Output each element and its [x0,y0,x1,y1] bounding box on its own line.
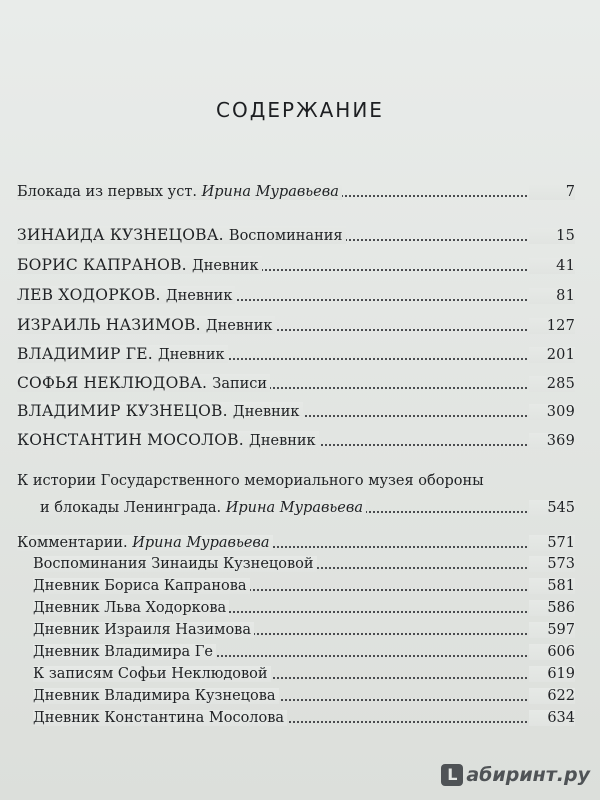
page-number: 369 [529,433,575,449]
entry-type: Дневник [191,258,259,274]
page-number: 127 [529,318,575,334]
page-number: 622 [529,688,575,704]
entry-type: Дневник [232,404,300,420]
entry-name: ЗИНАИДА КУЗНЕЦОВА. [17,226,224,244]
entry-type: Дневник [165,288,233,304]
page-number: 201 [529,347,575,363]
entry-author: Ирина Муравьева [132,535,270,551]
page-number: 573 [529,556,575,572]
entry-name: СОФЬЯ НЕКЛЮДОВА. [17,374,208,392]
page-number: 597 [529,622,575,638]
toc-entry-main [17,254,575,276]
page-number: 634 [529,710,575,726]
entry-author: Ирина Муравьева [201,184,339,200]
toc-subentry [33,640,575,662]
page-number: 81 [529,288,575,304]
page-number: 606 [529,644,575,660]
museum-entry-line1: К истории Государственного мемориального музея обороны [17,473,484,489]
entry-name: ВЛАДИМИР ГЕ. [17,345,153,363]
entry-label: Блокада из первых уст. [17,184,197,200]
toc-entry-main [17,314,575,336]
toc-entry-intro [17,180,575,202]
toc-subentry [33,596,575,618]
page-number: 41 [529,258,575,274]
toc-entry-main [17,343,575,365]
toc-entry-main [17,429,575,451]
entry-label: К записям Софьи Неклюдовой [33,666,271,682]
entry-label: Дневник Израиля Назимова [33,622,254,638]
page-number: 15 [529,228,575,244]
entry-label: Дневник Константина Мосолова [33,710,287,726]
toc-entry-main [17,400,575,422]
entry-label: Воспоминания Зинаиды Кузнецовой [33,556,317,572]
entry-name: ЛЕВ ХОДОРКОВ. [17,286,161,304]
entry-author: Ирина Муравьева [225,500,363,516]
entry-label: Дневник Владимира Кузнецова [33,688,279,704]
entry-type: Дневник [157,347,225,363]
page-number: 545 [529,500,575,516]
page-number: 571 [529,535,575,551]
watermark-text: абиринт.ру [466,764,590,786]
toc-subentry [33,706,575,728]
page-number: 309 [529,404,575,420]
toc-subentry [33,618,575,640]
labirint-logo-icon: L [441,764,463,786]
entry-type: Записи [212,376,268,392]
page-number: 285 [529,376,575,392]
toc-subentry [33,662,575,684]
toc-entry-museum [40,496,575,518]
page-number: 581 [529,578,575,594]
toc-entry-main [17,372,575,394]
toc-subentry [33,574,575,596]
entry-label: Дневник Льва Ходоркова [33,600,229,616]
toc-entry-main [17,224,575,246]
toc-entry-comments [17,531,575,553]
entry-name: БОРИС КАПРАНОВ. [17,256,187,274]
entry-label: и блокады Ленинграда. [40,500,222,516]
entry-name: ИЗРАИЛЬ НАЗИМОВ. [17,316,201,334]
page-number: 586 [529,600,575,616]
watermark [441,764,590,786]
entry-type: Воспоминания [228,228,343,244]
page-number: 619 [529,666,575,682]
toc-subentry [33,684,575,706]
entry-name: КОНСТАНТИН МОСОЛОВ. [17,431,244,449]
entry-name: ВЛАДИМИР КУЗНЕЦОВ. [17,402,228,420]
page-number: 7 [529,184,575,200]
toc-entry-main [17,284,575,306]
page-title: СОДЕРЖАНИЕ [216,98,384,122]
entry-label: Комментарии. [17,535,128,551]
entry-label: Дневник Владимира Ге [33,644,216,660]
entry-label: Дневник Бориса Капранова [33,578,250,594]
toc-subentry [33,552,575,574]
entry-type: Дневник [205,318,273,334]
entry-type: Дневник [249,433,316,449]
